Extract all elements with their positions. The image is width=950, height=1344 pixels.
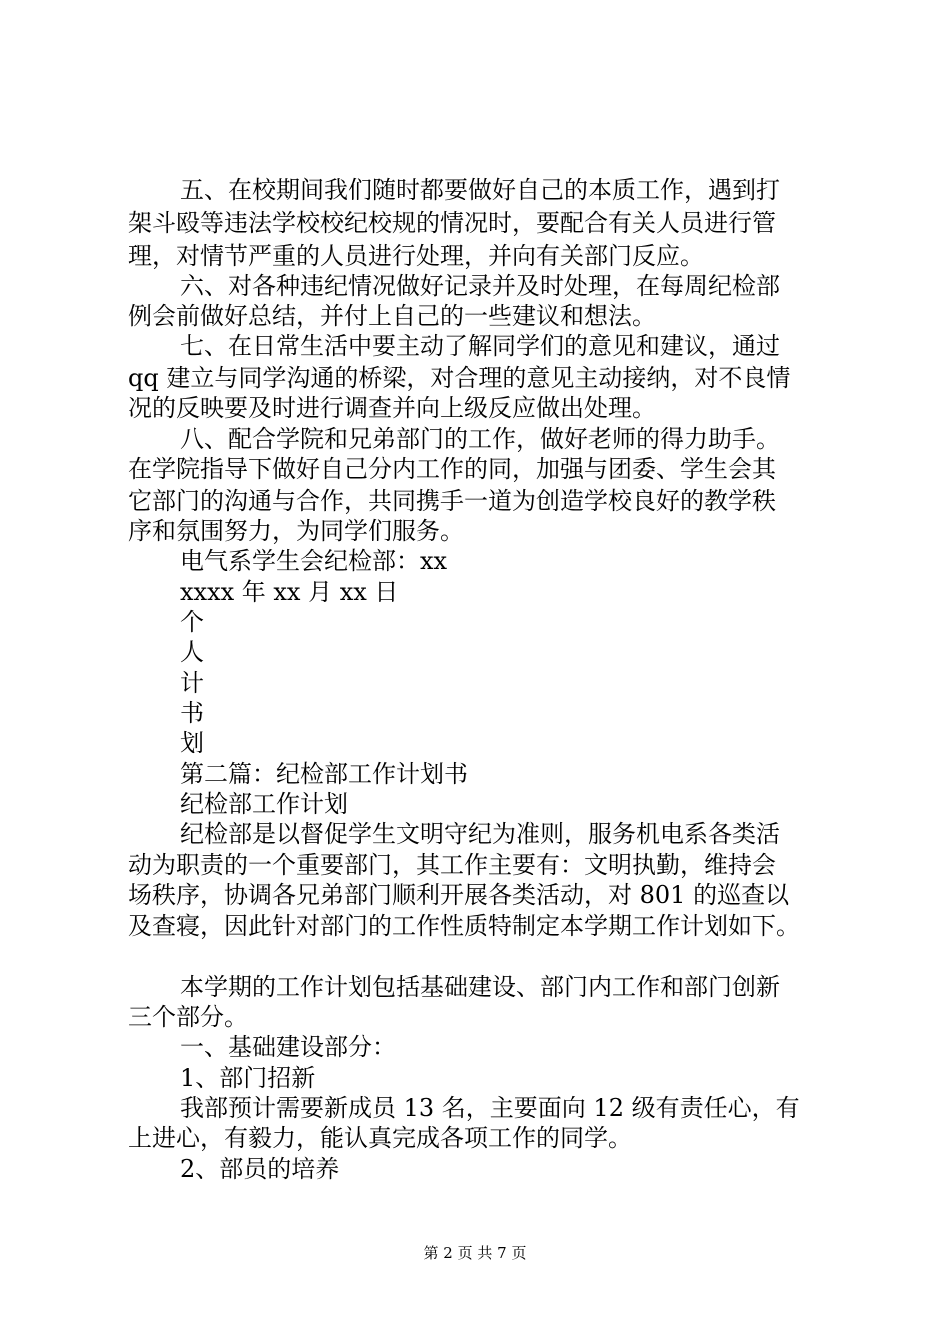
text-line: 在学院指导下做好自己分内工作的同，加强与团委、学生会其: [128, 455, 776, 483]
section-title: 第二篇：纪检部工作计划书: [180, 760, 468, 788]
vertical-char: 人: [180, 638, 204, 666]
text-line: 上进心，有毅力，能认真完成各项工作的同学。: [128, 1124, 632, 1152]
text-line: 我部预计需要新成员 13 名，主要面向 12 级有责任心，有: [180, 1094, 800, 1122]
text-line: 本学期的工作计划包括基础建设、部门内工作和部门创新: [180, 973, 780, 1001]
heading-line: 2、部员的培养: [180, 1155, 340, 1183]
heading-line: 一、基础建设部分：: [180, 1033, 396, 1061]
text-line: 及查寝，因此针对部门的工作性质特制定本学期工作计划如下。: [128, 912, 800, 940]
text-line: 动为职责的一个重要部门，其工作主要有：文明执勤，维持会: [128, 851, 776, 879]
text-line: 场秩序，协调各兄弟部门顺利开展各类活动，对 801 的巡查以: [128, 881, 790, 909]
text-line: 它部门的沟通与合作，共同携手一道为创造学校良好的教学秩: [128, 487, 776, 515]
text-line: 八、配合学院和兄弟部门的工作，做好老师的得力助手。: [180, 425, 780, 453]
page-footer: 第 2 页 共 7 页: [423, 1244, 527, 1262]
date-line: xxxx 年 xx 月 xx 日: [180, 578, 399, 606]
vertical-char: 划: [180, 729, 204, 757]
text-line: qq 建立与同学沟通的桥梁，对合理的意见主动接纳，对不良情: [128, 364, 791, 392]
text-line: 理，对情节严重的人员进行处理，并向有关部门反应。: [128, 242, 704, 270]
signature-line: 电气系学生会纪检部：xx: [180, 547, 448, 575]
section-subtitle: 纪检部工作计划: [180, 790, 348, 818]
text-line: 六、对各种违纪情况做好记录并及时处理，在每周纪检部: [180, 272, 780, 300]
text-line: 三个部分。: [128, 1003, 248, 1031]
vertical-char: 计: [180, 669, 204, 697]
heading-line: 1、部门招新: [180, 1064, 316, 1092]
text-line: 纪检部是以督促学生文明守纪为准则，服务机电系各类活: [180, 820, 780, 848]
text-line: 况的反映要及时进行调查并向上级反应做出处理。: [128, 394, 656, 422]
vertical-char: 书: [180, 699, 204, 727]
vertical-char: 个: [180, 608, 204, 636]
text-line: 例会前做好总结，并付上自己的一些建议和想法。: [128, 302, 656, 330]
text-line: 五、在校期间我们随时都要做好自己的本质工作，遇到打: [180, 176, 780, 204]
text-line: 架斗殴等违法学校校纪校规的情况时，要配合有关人员进行管: [128, 209, 776, 237]
text-line: 序和氛围努力，为同学们服务。: [128, 517, 464, 545]
text-line: 七、在日常生活中要主动了解同学们的意见和建议，通过: [180, 332, 780, 360]
